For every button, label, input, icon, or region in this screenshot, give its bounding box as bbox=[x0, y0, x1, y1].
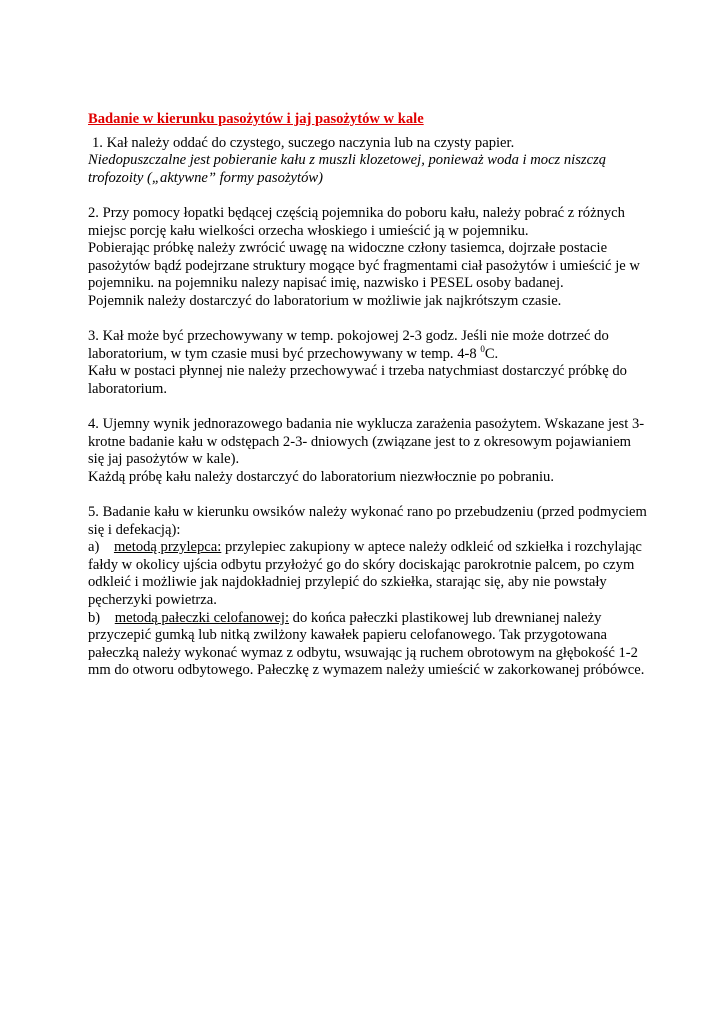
section-5-item-b bbox=[88, 610, 648, 680]
section-5 bbox=[88, 504, 648, 680]
section-1-note: Niedopuszczalne jest pobieranie kału z muszli klozetowej, ponieważ woda i mocz niszczą trofozoity („aktywne” formy pasożytów) bbox=[88, 152, 607, 186]
paragraph-gap bbox=[88, 486, 648, 504]
degree-superscript: 0 bbox=[480, 343, 485, 354]
section-3-text-1 bbox=[88, 328, 648, 363]
section-5-text-1: 5. Badanie kału w kierunku owsików należy wykonać rano po przebudzeniu (przed podmyciem się i defekacją): bbox=[88, 504, 647, 538]
paragraph-gap bbox=[88, 311, 648, 329]
document-page bbox=[88, 111, 648, 680]
section-2 bbox=[88, 205, 648, 311]
section-1-text: 1. Kał należy oddać do czystego, suczego naczynia lub na czysty papier. bbox=[92, 134, 515, 151]
item-a-method: metodą przylepca: bbox=[113, 539, 222, 556]
item-b-text: do końca pałeczki plastikowej lub drewnianej należy przyczepić gumką lub nitką zwilżony kawałek papieru celofanowego. Tak przygotowana pałeczką należy wykonać wymaz z odbytu, wsuwając ją ruchem obrotowym na głębokość 1-2 mm do otworu odbytowego. Pałeczkę z wymazem należy umieścić w zakorkowanej próbówce. bbox=[88, 609, 645, 679]
section-3-text-1-unit: C. bbox=[484, 345, 499, 362]
section-4-text-2: Każdą próbę kału należy dostarczyć do laboratorium niezwłocznie po pobraniu. bbox=[88, 468, 555, 485]
section-2-text-1: 2. Przy pomocy łopatki będącej częścią pojemnika do poboru kału, należy pobrać z różnych miejsc porcję kału wielkości orzecha włoskiego i umieścić ją w pojemniku. bbox=[88, 204, 625, 239]
item-a-prefix: a) bbox=[88, 539, 114, 556]
document-title: Badanie w kierunku pasożytów i jaj pasożytów w kale bbox=[88, 111, 424, 127]
paragraph-gap bbox=[88, 187, 648, 205]
section-2-text-2: Pobierając próbkę należy zwrócić uwagę na widoczne człony tasiemca, dojrzałe postacie pasożytów bądź podejrzane struktury mogące być fragmentami ciał pasożytów i umieścić je w pojemniku. na pojemniku nalezy napisać imię, nazwisko i PESEL osoby badanej. bbox=[88, 240, 640, 292]
section-1 bbox=[88, 135, 648, 188]
item-b-prefix: b) bbox=[88, 609, 115, 626]
section-3-text-1-main: 3. Kał może być przechowywany w temp. pokojowej 2-3 godz. Jeśli nie może dotrzeć do laboratorium, w tym czasie musi być przechowywany w temp. 4-8 bbox=[88, 328, 609, 362]
section-4 bbox=[88, 416, 648, 486]
item-b-method: metodą pałeczki celofanowej: bbox=[114, 609, 289, 626]
section-3 bbox=[88, 328, 648, 398]
paragraph-gap bbox=[88, 399, 648, 417]
item-a-text: przylepiec zakupiony w aptece należy odkleić od szkiełka i rozchylając fałdy w okolicy ujścia odbytu przyłożyć go do skóry dociskając parokrotnie palcem, po czym odkleić i możliwie jak najdokładniej przylepić do szkiełka, starając się, aby nie powstały pęcherzyki powietrza. bbox=[88, 539, 642, 609]
section-3-text-2: Kału w postaci płynnej nie należy przechowywać i trzeba natychmiast dostarczyć próbkę do laboratorium. bbox=[88, 363, 627, 397]
section-5-item-a bbox=[88, 539, 648, 609]
section-4-text-1: 4. Ujemny wynik jednorazowego badania nie wyklucza zarażenia pasożytem. Wskazane jest 3-krotne badanie kału w odstępach 2-3- dniowych (związane jest to z okresowym pojawianiem się jaj pasożytów w kale). bbox=[88, 416, 645, 468]
section-2-text-3: Pojemnik należy dostarczyć do laboratorium w możliwie jak najkrótszym czasie. bbox=[88, 292, 562, 309]
